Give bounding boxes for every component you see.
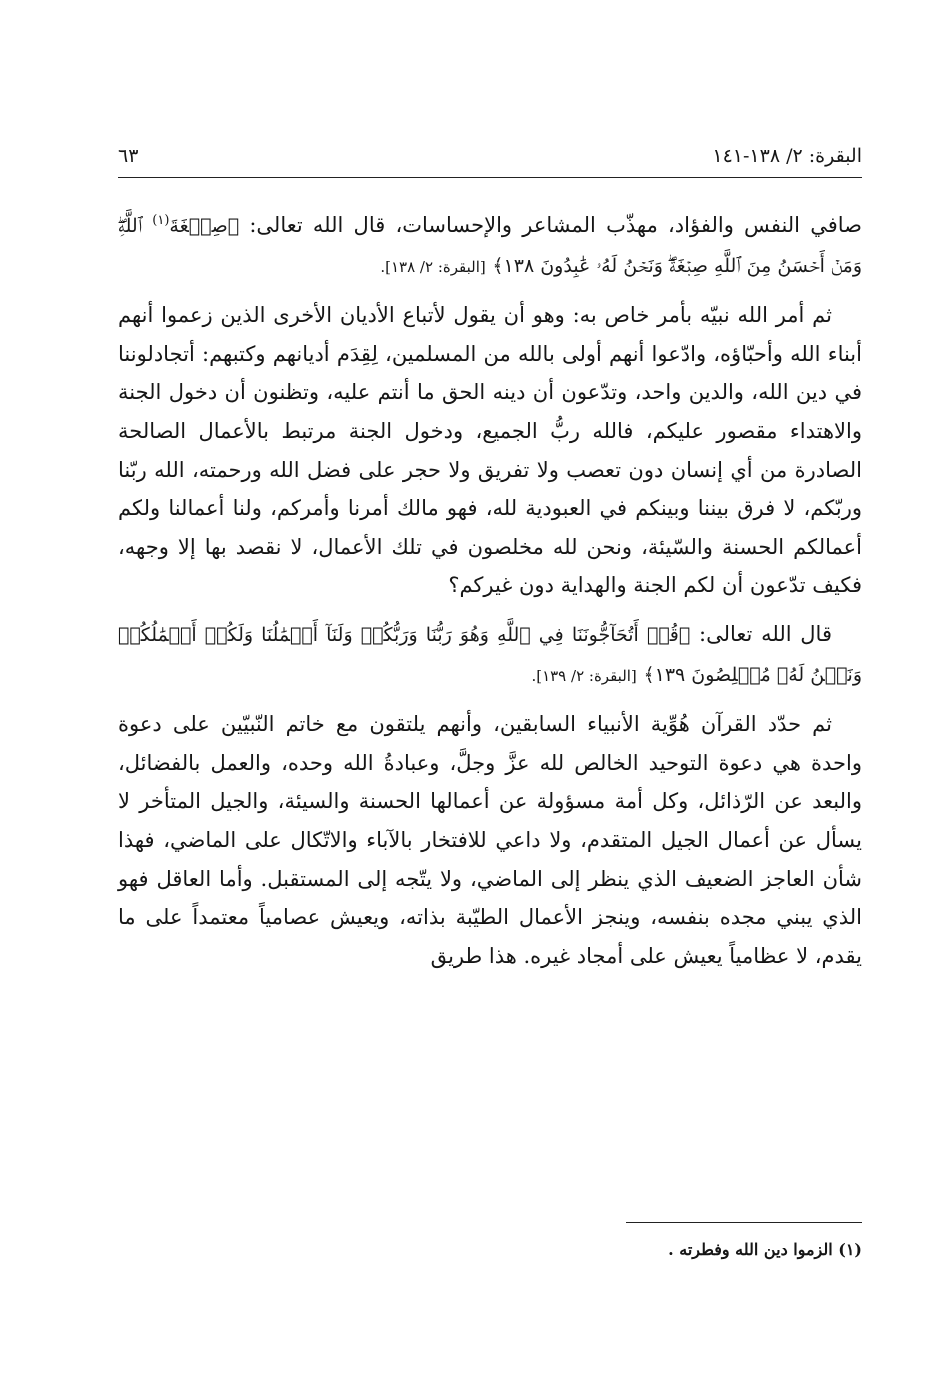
page-header bbox=[118, 138, 862, 174]
paragraph-1-text: صافي النفس والفؤاد، مهذّب المشاعر والإحساسات، قال الله تعالى: bbox=[249, 213, 862, 237]
header-divider bbox=[118, 177, 862, 178]
page-number: ٦٣ bbox=[118, 145, 139, 167]
chapter-reference: البقرة: ٢/ ١٣٨-١٤١ bbox=[712, 145, 862, 167]
footnote-marker: (١) bbox=[152, 213, 170, 228]
footnote-divider bbox=[626, 1222, 862, 1223]
verse-reference: [البقرة: ٢/ ١٣٩]. bbox=[531, 666, 637, 685]
quran-verse: ٱللَّهِۖ وَمَنۡ أَحۡسَنُ مِنَ ٱللَّهِ صِبۡغَةٗۖ وَنَحۡنُ لَهُۥ عَٰبِدُونَ ١٣٨﴾ bbox=[118, 215, 862, 277]
main-text bbox=[118, 206, 862, 975]
quran-verse: ﴿قُلۡ أَتُحَآجُّونَنَا فِي ٱللَّهِ وَهُوَ رَبُّنَا وَرَبُّكُمۡ وَلَنَآ أَعۡمَٰلُنَا وَلَكُمۡ أَعۡمَٰلُكُمۡ وَنَحۡنُ لَهُۥ مُخۡلِصُونَ ١٣٩﴾ bbox=[118, 623, 862, 686]
footnote: (١) الزموا دين الله وفطرته . bbox=[668, 1240, 862, 1259]
paragraph-3-text: قال الله تعالى: bbox=[699, 621, 832, 646]
verse-reference: [البقرة: ٢/ ١٣٨]. bbox=[380, 257, 486, 276]
paragraph-4: ثم حدّد القرآن هُوِّية الأنبياء السابقين، وأنهم يلتقون مع خاتم النّبيّين على دعوة واحدة هي دعوة التوحيد الخالص لله عزَّ وجلَّ، وعبادةُ الله وحده، والعمل بالفضائل، والبعد عن الرّذائل، وكل أمة مسؤولة عن أعمالها الحسنة والسيئة، والجيل المتأخر لا يسأل عن أعمال الجيل المتقدم، ولا داعي للافتخار بالآباء والاتّكال على الماضي، فهذا شأن العاجز الضعيف الذي ينظر إلى الماضي، ولا يتّجه إلى المستقبل. وأما العاقل فهو الذي يبني مجده بنفسه، وينجز الأعمال الطيّبة بذاته، ويعيش عصامياً معتمداً على ما يقدم، لا عظامياً يعيش على أمجاد غيره. هذا طريق bbox=[118, 712, 862, 968]
paragraph-2: ثم أمر الله نبيّه بأمر خاص به: وهو أن يقول لأتباع الأديان الأخرى الذين زعموا أنهم أبناء الله وأحبّاؤه، وادّعوا أنهم أولى بالله من المسلمين، لِقِدَم أديانهم وكتبهم: أتجادلوننا في دين الله، والدين واحد، وتدّعون أن دينه الحق ما أنتم عليه، وتظنون أن دخول الجنة والاهتداء مقصور عليكم، فالله ربُّ الجميع، ودخول الجنة مرتبط بالأعمال الصالحة الصادرة من أي إنسان دون تعصب ولا تفريق ولا حجر على فضل الله ورحمته، الله ربّنا وربّكم، لا فرق بيننا وبينكم في العبودية لله، فهو مالك أمرنا وأمركم، ولنا أعمالنا ولكم أعمالكم الحسنة والسّيئة، ونحن لله مخلصون في تلك الأعمال، لا نقصد بها إلا وجهه، فكيف تدّعون أن لكم الجنة والهداية دون غيركم؟ bbox=[118, 303, 862, 598]
quran-verse-start: ﴿صِبۡغَةَ bbox=[169, 215, 240, 237]
paragraph-3 bbox=[118, 615, 862, 695]
paragraph-1 bbox=[118, 206, 862, 286]
